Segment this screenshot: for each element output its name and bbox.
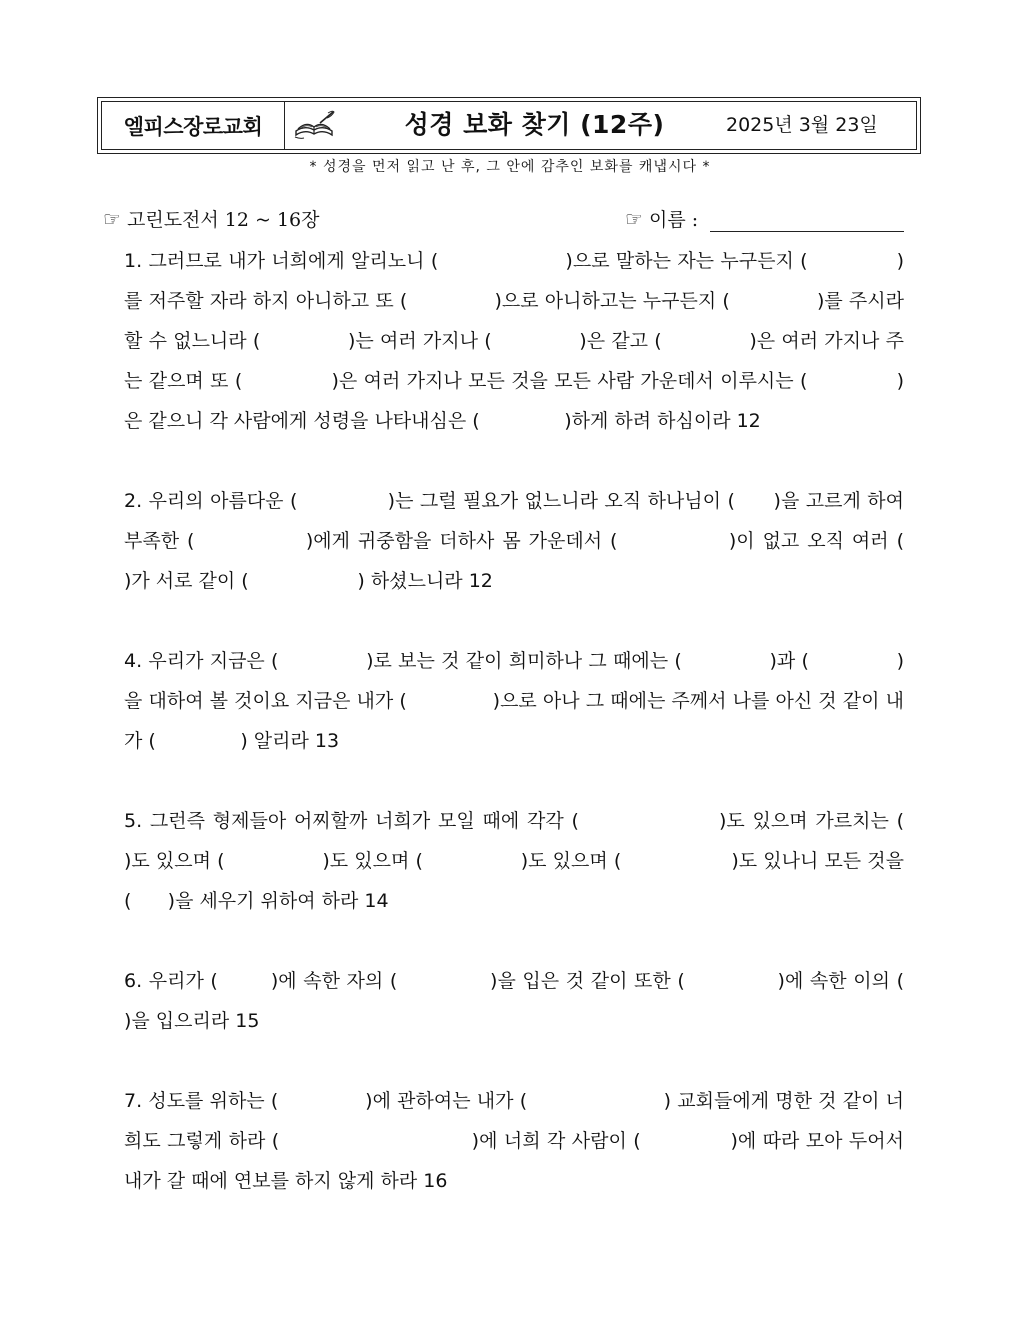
- pointing-hand-icon: ☞: [625, 207, 643, 231]
- header-inner-frame: [101, 101, 917, 150]
- worksheet-date: 2025년 3월 23일: [726, 114, 878, 136]
- open-book-quill-icon: [285, 102, 343, 149]
- question-list: [124, 241, 1001, 1201]
- instruction-text: * 성경을 먼저 읽고 난 후, 그 안에 감추인 보화를 캐냅시다 *: [309, 159, 711, 175]
- question-4: 4. 우리가 지금은 ( )로 보는 것 같이 희미하나 그 때에는 ( )과 ( )을 대하여 볼 것이요 지금은 내가 ( )으로 아나 그 때에는 주께서 나를 아신 것 같이 내가 ( ) 알리라 13: [124, 650, 904, 752]
- name-field: [625, 205, 904, 232]
- name-label: 이름 :: [648, 209, 699, 231]
- name-input-line[interactable]: [710, 211, 904, 232]
- meta-row: [103, 205, 925, 235]
- pointing-hand-icon: ☞: [103, 207, 121, 231]
- question-5: 5. 그런즉 형제들아 어찌할까 너희가 모일 때에 각각 ( )도 있으며 가르치는 ( )도 있으며 ( )도 있으며 ( )도 있으며 ( )도 있나니 모든 것을 ( )을 세우기 위하여 하라 14: [124, 810, 1001, 912]
- question-6: 6. 우리가 ( )에 속한 자의 ( )을 입은 것 같이 또한 ( )에 속한 이의 ( )을 입으리라 15: [124, 970, 989, 1032]
- question-7: 7. 성도를 위하는 ( )에 관하여는 내가 ( ) 교회들에게 명한 것 같이 너희도 그렇게 하라 ( )에 너희 각 사람이 ( )에 따라 모아 두어서 내가 갈 때에 연보를 하지 않게 하라 16: [124, 1090, 911, 1192]
- worksheet-header: [97, 97, 921, 154]
- church-name: 엘피스장로교회: [102, 102, 285, 149]
- worksheet-title: 성경 보화 찾기 (12주): [404, 109, 665, 139]
- question-2: 2. 우리의 아름다운 ( )는 그럴 필요가 없느니라 오직 하나님이 ( )을 고르게 하여 부족한 ( )에게 귀중함을 더하사 몸 가운데서 ( )이 없고 오직 여러 ( )가 서로 같이 ( ) 하셨느니라 12: [124, 490, 989, 592]
- question-1: 1. 그러므로 내가 너희에게 알리노니 ( )으로 말하는 자는 누구든지 ( )를 저주할 자라 하지 아니하고 또 ( )으로 아니하고는 누구든지 ( )를 주시라 할 수 없느니라 ( )는 여러 가지나 ( )은 같고 ( )은 여러 가지나 주는 같으며 또 ( )은 여러 가지나 모든 것을 모든 사람 가운데서 이루시는 ( )은 같으니 각 사람에게 성령을 나타내심은 ( )하게 하려 하심이라 12: [124, 250, 911, 432]
- scripture-range-text: 고린도전서 12 ~ 16장: [126, 209, 320, 231]
- scripture-range: [103, 205, 320, 232]
- open-book-quill-icon-svg: [292, 109, 336, 143]
